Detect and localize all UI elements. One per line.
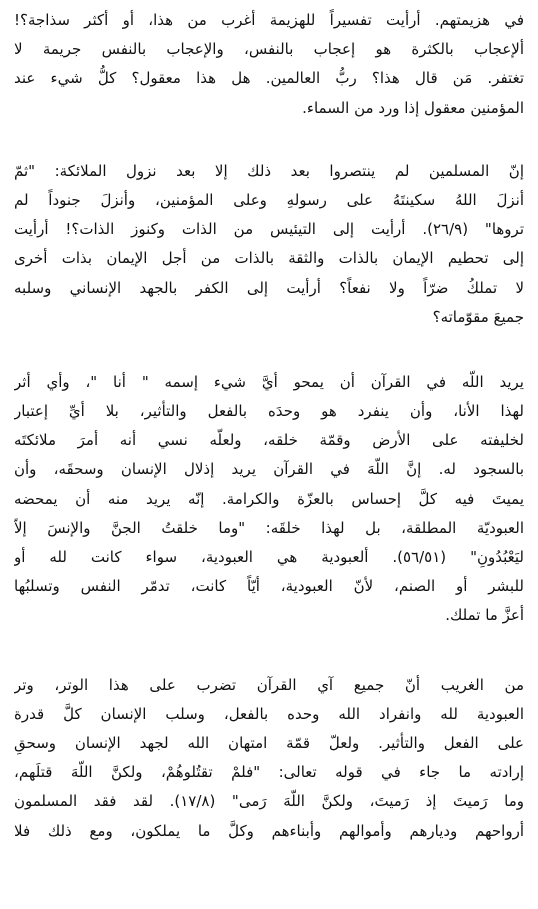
text-line: إنّ المسلمين لم ينتصروا بعد ذلك إلا بعد نزول الملائكة: "ثمّ [14, 161, 524, 180]
paragraph-spacer [14, 631, 524, 671]
text-line: أنزلَ اللهُ سكينتَهُ على رسولهِ وعلى المؤمنين، وأنزلَ جنوداً لم [14, 190, 524, 209]
paragraph-2 [14, 157, 524, 332]
paragraph-spacer [14, 332, 524, 368]
document-page [14, 6, 524, 906]
paragraph-3 [14, 368, 524, 631]
text-line: المؤمنين معقول إذا ورد من السماء. [302, 98, 524, 117]
text-line: من الغريب أنّ جميع آي القرآن تضرب على هذا الوتر، وتر [14, 675, 524, 694]
text-line: بالسجود له. إنَّ اللّهَ في القرآن يريد إذلال الإنسان وسحقَه، وأن [14, 460, 524, 479]
text-line: إلى تحطيم الإيمان بالذات والثقة بالذات من أجل الإيمان بذات أخرى [14, 249, 524, 268]
text-line: جميعَ مقوّماته؟ [432, 307, 524, 326]
text-line: يميتَ فيه كلَّ إحساس بالعزّة والكرامة. إنّه يريد منه أن يمحضه [14, 489, 524, 508]
text-line: أرواحهم وديارهم وأموالهم وأبناءهم وكلَّ ما يملكون، ومع ذلك فلا [14, 821, 524, 840]
paragraph-1 [14, 6, 524, 123]
text-line: لهذا الأنا، وأن ينفرد هو وحدَه بالفعل والتأثير، بلا أيِّ إعتبار [14, 402, 524, 421]
text-line: وما رَميتَ إذ رَميتَ، ولكنَّ اللّهَ رَمى" (١٧/٨). لقد فقد المسلمون [14, 792, 524, 811]
text-line: لخليفته على الأرض وقمّة خلقه، ولعلّه نسي أنه أمرَ ملائكتَه [14, 431, 524, 450]
text-line: أعزَّ ما تملك. [445, 606, 524, 625]
text-line: ألإعجاب بالكثرة هو إعجاب بالنفس، والإعجاب بالنفس جريمة لا [14, 40, 524, 59]
text-line: ليَعْبُدُونِ" (٥٦/٥١). ألعبودية هي العبودية، سواء كانت لله أو [14, 548, 524, 566]
text-line: إرادته ما جاء في قوله تعالى: "فلمْ تقتُلوهُمْ، ولكنَّ اللّهَ قتلَهم، [14, 763, 524, 782]
text-line: لا تملكُ ضرّاً ولا نفعاً؟ أرأيت إلى الكفر بالجهد الإنساني وسلبه [14, 278, 524, 297]
text-line: في هزيمتهم. أرأيت تفسيراً للهزيمة أغرب من هذا، أو أكثر سذاجة؟! [14, 11, 524, 29]
paragraph-spacer [14, 123, 524, 157]
text-line: العبوديّة المطلقة، بل لهذا خلقَه: "وما خلقتُ الجنَّ والإنسَ إلاّ [14, 518, 524, 537]
paragraph-4 [14, 671, 524, 846]
text-line: تغتفر. مَن قال هذا؟ ربُّ العالمين. هل هذا معقول؟ كلُّ شيء عند [14, 69, 524, 88]
text-line: يريد اللّه في القرآن أن يمحو أيَّ شيء إسمه " أنا "، وأي أثر [14, 372, 524, 391]
text-line: العبودية لله وانفراد الله وحده بالفعل، وسلب الإنسان كلَّ قدرة [14, 704, 524, 723]
text-line: على الفعل والتأثير. ولعلّ قمّة امتهان الله لجهد الإنسان وسحقِ [14, 733, 524, 752]
text-line: تروها" (٢٦/٩). أرأيت إلى التيئيس من الذات وكنوز الذات؟! أرأيت [14, 220, 524, 239]
text-line: للبشر أو الصنم، لأنّ العبودية، أيّاً كانت، تدمّر النفس وتسلبُها [14, 577, 524, 596]
